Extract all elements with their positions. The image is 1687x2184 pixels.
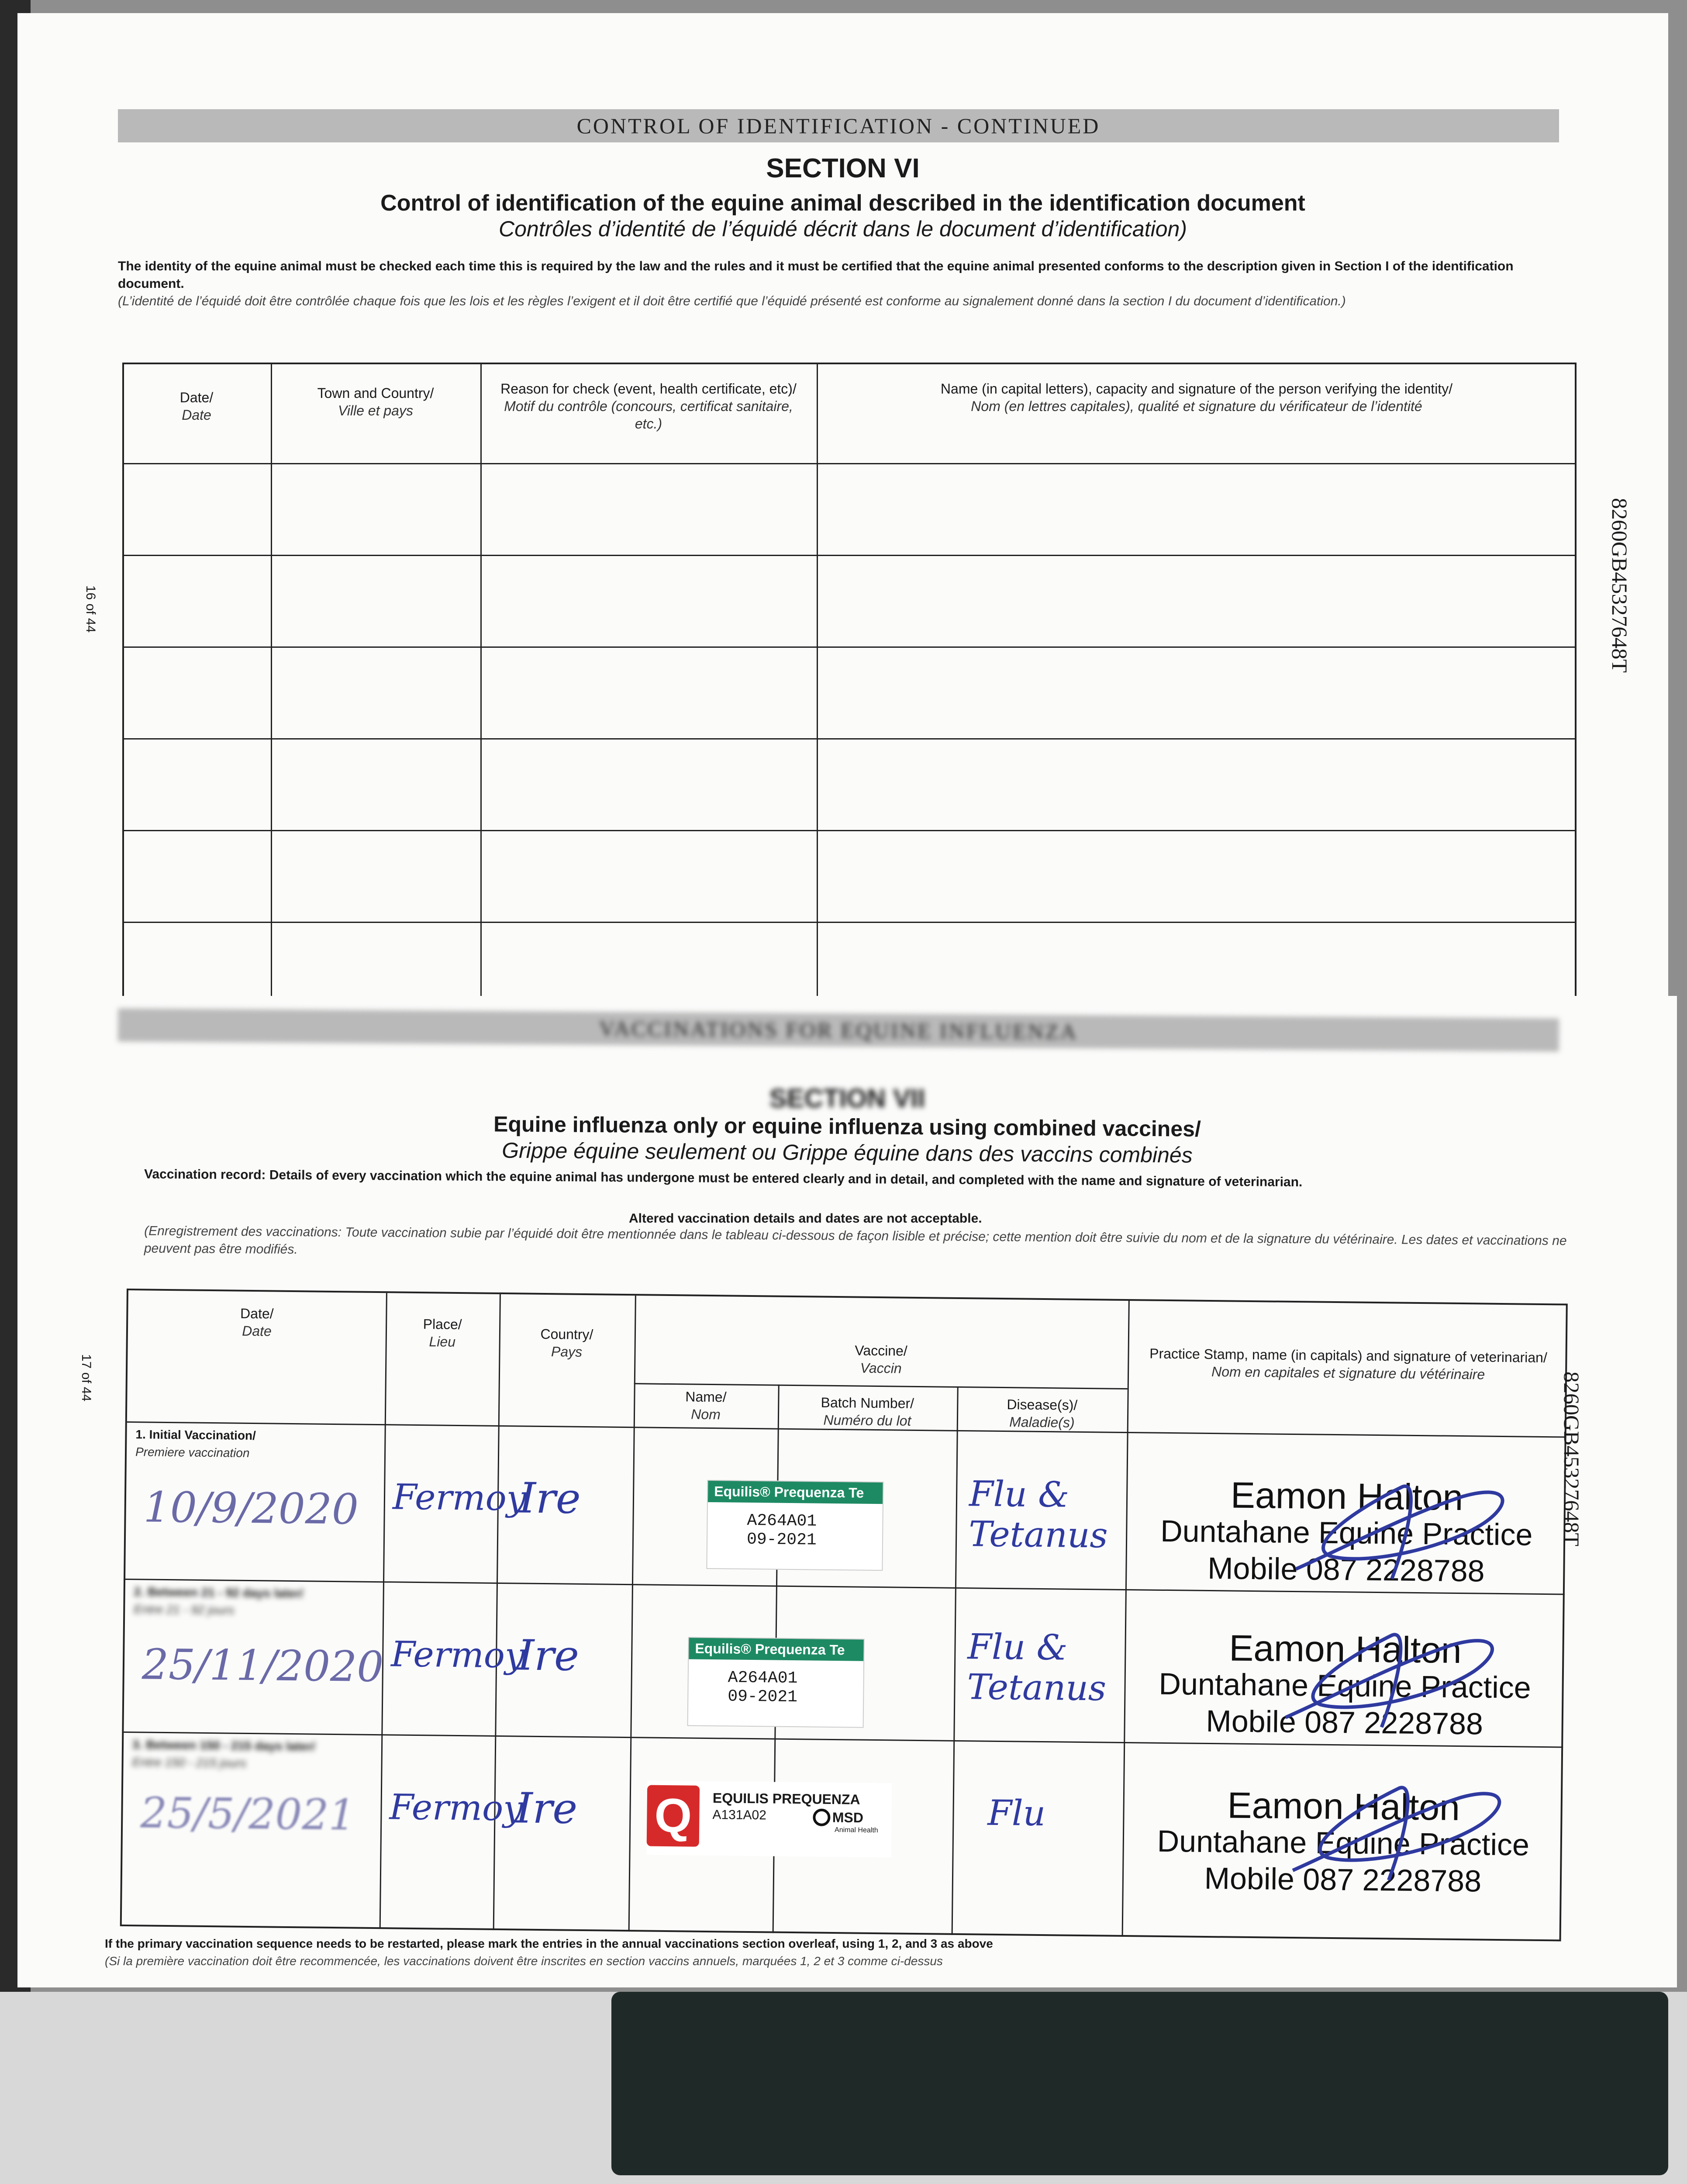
top-title-fr: Contrôles d’identité de l’équidé décrit dans le document d’identification): [499, 217, 1187, 241]
hdr-practice-fr: Nom en capitales et signature du vétérinaire: [1211, 1364, 1485, 1382]
hdr-batch-fr: Numéro du lot: [823, 1412, 911, 1429]
hdr-practice-en: Practice Stamp, name (in capitals) and signature of veterinarian/: [1149, 1345, 1548, 1366]
row3-label-fr: Entre 150 - 215 jours: [132, 1755, 247, 1770]
col-date-header: [122, 389, 271, 424]
row1-country: Ire: [519, 1473, 581, 1523]
hdr-date: [128, 1303, 386, 1341]
row2-vet-name: Eamon Halton: [1228, 1627, 1462, 1671]
row1-label-en: 1. Initial Vaccination/: [135, 1427, 256, 1443]
hdr-disease: [957, 1395, 1128, 1432]
row3-date: 25/5/2021: [140, 1788, 356, 1840]
bottom-banner: [118, 1008, 1559, 1051]
hdr-place: [386, 1315, 500, 1351]
row3-vet-name: Eamon Halton: [1227, 1784, 1460, 1828]
bottom-section-title: SECTION VII: [769, 1084, 925, 1113]
row1-signature: [1278, 1460, 1524, 1593]
col-reason-header: [493, 380, 804, 432]
row2-country: Ire: [517, 1631, 580, 1680]
hdr-batch: [778, 1393, 957, 1430]
hdr-place-fr: Lieu: [429, 1334, 456, 1350]
row1-lot: A264A01: [747, 1511, 817, 1531]
row2-place: Fermoy: [390, 1634, 525, 1676]
row2-signature: [1268, 1608, 1514, 1742]
row1-label-fr: Premiere vaccination: [135, 1445, 250, 1460]
page-16: [17, 13, 1668, 1000]
top-title-en: Control of identification of the equine animal described in the identification document: [380, 190, 1305, 216]
bottom-footer-fr: (Si la première vaccination doit être recommencée, les vaccinations doivent être inscrites en section vaccins annuels, marquées 1, 2 et 3 comme ci-dessus: [105, 1954, 943, 1968]
bottom-intro-en-1: Vaccination record: Details of every vaccination which the equine animal has undergone must be entered clearly and in detail, and completed with the name and signature of veterinarian.: [144, 1167, 1303, 1190]
col-date-fr: Date: [182, 407, 211, 423]
page-17: [17, 996, 1677, 1987]
row2-vaccine-name: Equilis® Prequenza Te: [689, 1638, 863, 1661]
row1-vaccine-name: Equilis® Prequenza Te: [708, 1481, 883, 1504]
col-town-en: Town and Country/: [317, 385, 434, 401]
row1-disease: Flu & Tetanus: [968, 1473, 1108, 1556]
bottom-title-fr: Grippe équine seulement ou Grippe équine dans des vaccins combinés: [502, 1138, 1193, 1168]
row3-country: Ire: [516, 1783, 578, 1833]
row1-exp: 09-2021: [746, 1530, 817, 1550]
hdr-date-fr: Date: [242, 1323, 272, 1339]
side-code-bottom: 8260GB45327648T: [1559, 1372, 1584, 1546]
row1-vet-practice: Duntahane Equine Practice: [1160, 1514, 1533, 1552]
col-date-en: Date/: [179, 390, 214, 405]
row2-vet-mobile: Mobile 087 2228788: [1206, 1704, 1483, 1741]
row2-label-fr: Entre 21 - 92 jours: [134, 1602, 235, 1617]
hdr-vaccine: [634, 1339, 1128, 1379]
hdr-practice: [1132, 1344, 1565, 1384]
col-reason-fr: Motif du contrôle (concours, certificat sanitaire, etc.): [504, 398, 793, 432]
col-town-header: [271, 384, 480, 419]
bottom-footer-en: If the primary vaccination sequence needs to be restarted, please mark the entries in the annual vaccinations section overleaf, using 1, 2, and 3 as above: [105, 1937, 993, 1950]
row2-label-en: 2. Between 21 - 92 days later/: [134, 1585, 304, 1600]
identification-table: [122, 363, 1577, 1000]
msd-icon: [813, 1809, 830, 1826]
row2-date: 25/11/2020: [141, 1640, 384, 1692]
col-town-fr: Ville et pays: [338, 403, 413, 418]
row1-place: Fermoy: [392, 1476, 527, 1519]
row3-place: Fermoy: [389, 1787, 524, 1829]
page-number-17: 17 of 44: [79, 1354, 93, 1402]
col-reason-en: Reason for check (event, health certificate, etc)/: [500, 381, 797, 397]
col-name-en: Name (in capital letters), capacity and signature of the person verifying the identity/: [940, 381, 1453, 397]
row3-disease: Flu: [987, 1792, 1046, 1834]
row2-exp: 09-2021: [728, 1687, 798, 1707]
row3-msd-logo: [813, 1809, 878, 1835]
row3-q-logo: Q: [647, 1785, 700, 1847]
row2-disease: Flu & Tetanus: [967, 1626, 1107, 1709]
row1-date: 10/9/2020: [143, 1482, 359, 1534]
page-number-16: 16 of 44: [83, 585, 98, 633]
hdr-vaccine-en: Vaccine/: [855, 1342, 907, 1359]
hdr-disease-fr: Maladie(s): [1009, 1414, 1075, 1431]
row3-vet-practice: Duntahane Equine Practice: [1157, 1824, 1530, 1862]
bottom-intro-en-2: Altered vaccination details and dates are not acceptable.: [629, 1211, 982, 1226]
row2-lot: A264A01: [728, 1668, 798, 1688]
hdr-name-en: Name/: [685, 1389, 727, 1405]
row3-vet-mobile: Mobile 087 2228788: [1204, 1861, 1482, 1898]
row2-vet-practice: Duntahane Equine Practice: [1159, 1666, 1532, 1705]
top-intro-en: The identity of the equine animal must be checked each time this is required by the law and the rules and it must be certified that the equine animal presented conforms to the description given in Section I of the identification document.: [118, 259, 1514, 291]
row1-vet-name: Eamon Halton: [1230, 1474, 1463, 1518]
hdr-place-en: Place/: [423, 1316, 462, 1333]
row3-signature: [1275, 1761, 1521, 1895]
hdr-country-en: Country/: [540, 1326, 593, 1343]
row3-brand: MSD: [832, 1809, 864, 1826]
row1-label: [135, 1426, 380, 1463]
top-intro-fr: (L’identité de l’équidé doit être contrôlée chaque fois que les lois et les règles l’exigent et il doit être certifié que l’équidé présenté est conforme au signalement donné dans la section I du document d’identification.): [118, 294, 1346, 308]
row3-label: [132, 1736, 377, 1773]
hdr-country: [499, 1325, 635, 1361]
bottom-banner-text: VACCINATIONS FOR EQUINE INFLUENZA: [599, 1016, 1078, 1044]
hdr-name-fr: Nom: [691, 1406, 721, 1423]
hdr-vaccine-fr: Vaccin: [860, 1360, 902, 1376]
bottom-title-en: Equine influenza only or equine influenza using combined vaccines/: [493, 1112, 1201, 1141]
top-section-title: SECTION VI: [766, 153, 920, 183]
row3-vaccine-name: EQUILIS PREQUENZA: [712, 1790, 860, 1807]
hdr-name: [634, 1387, 778, 1424]
row3-brand-sub: Animal Health: [835, 1826, 878, 1835]
top-banner-text: CONTROL OF IDENTIFICATION - CONTINUED: [576, 114, 1101, 138]
row3-label-en: 3. Between 150 - 215 days later/: [132, 1738, 315, 1753]
row2-label: [134, 1583, 379, 1621]
vaccination-table: [120, 1289, 1568, 1941]
row1-vaccine-label: [706, 1480, 883, 1571]
row1-vet-mobile: Mobile 087 2228788: [1207, 1551, 1485, 1588]
bottom-intro-fr: (Enregistrement des vaccinations: Toute vaccination subie par l’équidé doit être mentionnée dans le tableau ci-dessous de façon lisible et précise; cette mention doit être suivie du nom et de la signature du vétérinaire. Les dates et vaccinations ne peuvent pas être modifiés.: [144, 1223, 1567, 1257]
col-name-header: [830, 380, 1563, 415]
passport-cover: [611, 1992, 1668, 2175]
row3-lot: A131A02: [712, 1807, 767, 1823]
row2-vaccine-label: [687, 1637, 865, 1728]
top-banner: [118, 109, 1559, 142]
col-name-fr: Nom (en lettres capitales), qualité et signature du vérificateur de l’identité: [971, 398, 1422, 414]
hdr-date-en: Date/: [240, 1305, 274, 1322]
hdr-batch-en: Batch Number/: [821, 1394, 914, 1411]
hdr-country-fr: Pays: [551, 1344, 583, 1360]
hdr-disease-en: Disease(s)/: [1007, 1396, 1078, 1413]
side-code-top: 8260GB45327648T: [1608, 498, 1632, 673]
row3-vaccine-label: [646, 1781, 892, 1858]
